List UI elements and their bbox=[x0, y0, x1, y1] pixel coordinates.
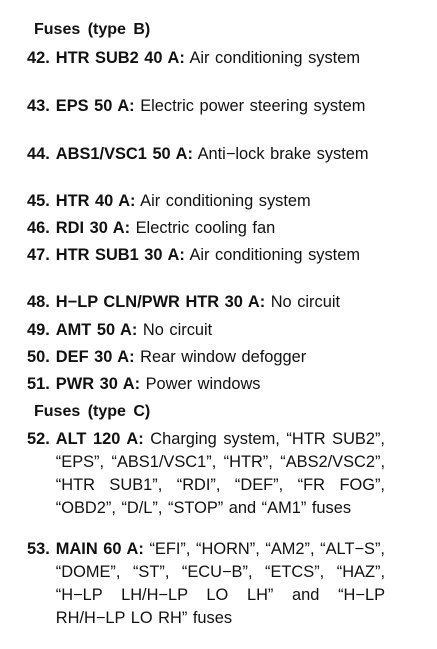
fuse-number: 48. bbox=[27, 293, 50, 311]
fuse-description: Air conditioning system bbox=[189, 246, 360, 264]
fuse-text bbox=[50, 217, 385, 240]
fuse-description: Air conditioning system bbox=[140, 192, 311, 210]
fuse-label: HTR 40 A: bbox=[55, 192, 136, 210]
fuse-label: HTR SUB2 40 A: bbox=[55, 49, 185, 67]
fuse-text bbox=[50, 346, 385, 369]
fuse-label: PWR 30 A: bbox=[55, 375, 141, 393]
fuse-entry-46 bbox=[27, 217, 385, 240]
fuse-label: RDI 30 A: bbox=[55, 219, 131, 237]
fuse-number: 42. bbox=[27, 49, 50, 67]
fuse-label: EPS 50 A: bbox=[55, 97, 135, 115]
fuse-description: No circuit bbox=[142, 321, 213, 339]
fuse-label: DEF 30 A: bbox=[55, 348, 135, 366]
fuse-number: 49. bbox=[27, 321, 50, 339]
fuse-label: ALT 120 A: bbox=[55, 430, 144, 448]
fuse-entry-45 bbox=[27, 190, 385, 213]
fuse-entry-52 bbox=[27, 428, 385, 520]
fuse-entry-44 bbox=[27, 143, 385, 166]
fuse-description: Rear window defogger bbox=[140, 348, 307, 366]
fuse-description: Anti−lock brake system bbox=[197, 145, 369, 163]
fuse-text bbox=[50, 143, 385, 166]
fuse-text bbox=[50, 291, 385, 314]
fuse-label: HTR SUB1 30 A: bbox=[55, 246, 185, 264]
fuse-description: “EFI”, “HORN”, “AM2”, “ALT−S”, “DOME”, “ST”, “ECU−B”, “ETCS”, “HAZ”, “H−LP LH/H−LP LO LH” and “H−LP RH/H−LP LO RH” fuses bbox=[55, 540, 385, 627]
fuse-number: 52. bbox=[27, 430, 50, 448]
fuse-number: 51. bbox=[27, 375, 50, 393]
fuse-entry-50 bbox=[27, 346, 385, 369]
fuse-entry-47 bbox=[27, 244, 385, 267]
fuse-description: Electric power steering system bbox=[140, 97, 366, 115]
fuse-entry-48 bbox=[27, 291, 385, 314]
fuse-description: Air conditioning system bbox=[189, 49, 360, 67]
fuse-entry-49 bbox=[27, 319, 385, 342]
fuse-text bbox=[50, 319, 385, 342]
fuse-text bbox=[50, 47, 385, 70]
fuse-number: 45. bbox=[27, 192, 50, 210]
fuse-entry-53 bbox=[27, 538, 385, 630]
fuse-label: ABS1/VSC1 50 A: bbox=[55, 145, 193, 163]
fuse-label: H−LP CLN/PWR HTR 30 A: bbox=[55, 293, 266, 311]
section-heading-type-b: Fuses (type B) bbox=[34, 21, 151, 38]
fuse-number: 53. bbox=[27, 540, 50, 558]
fuse-text bbox=[50, 538, 385, 630]
fuse-number: 50. bbox=[27, 348, 50, 366]
fuse-entry-51 bbox=[27, 373, 385, 396]
fuse-description: Electric cooling fan bbox=[135, 219, 276, 237]
fuse-text bbox=[50, 244, 385, 267]
fuse-text bbox=[50, 95, 385, 118]
fuse-number: 47. bbox=[27, 246, 50, 264]
fuse-text bbox=[50, 190, 385, 213]
fuse-label: MAIN 60 A: bbox=[55, 540, 144, 558]
fuse-description: No circuit bbox=[270, 293, 341, 311]
fuse-text bbox=[50, 428, 385, 520]
fuse-label: AMT 50 A: bbox=[55, 321, 138, 339]
fuse-number: 44. bbox=[27, 145, 50, 163]
fuse-entry-43 bbox=[27, 95, 385, 118]
fuse-description: Charging system, “HTR SUB2”, “EPS”, “ABS1/VSC1”, “HTR”, “ABS2/VSC2”, “HTR SUB1”, “RDI”, “DEF”, “FR FOG”, “OBD2”, “D/L”, “STOP” and “AM1” fuses bbox=[55, 430, 385, 517]
section-heading-type-c: Fuses (type C) bbox=[34, 403, 151, 420]
fuse-number: 43. bbox=[27, 97, 50, 115]
fuse-entry-42 bbox=[27, 47, 385, 70]
fuse-text bbox=[50, 373, 385, 396]
fuse-number: 46. bbox=[27, 219, 50, 237]
fuse-description: Power windows bbox=[145, 375, 261, 393]
